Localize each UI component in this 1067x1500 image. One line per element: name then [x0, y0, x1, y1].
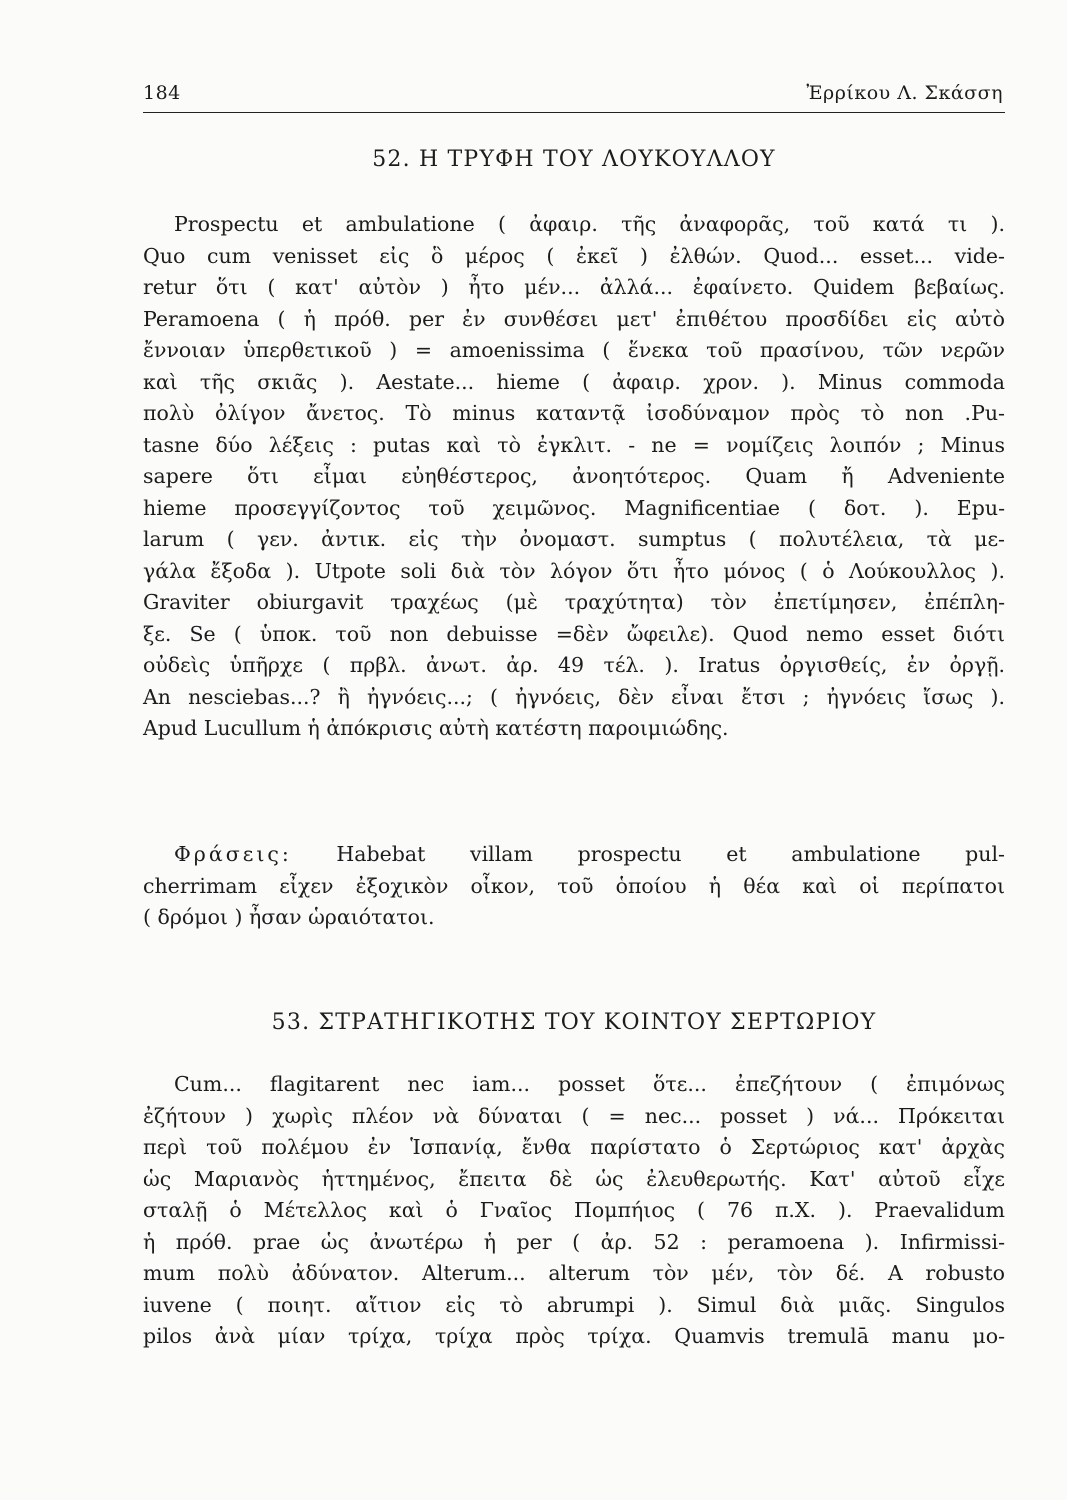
- header-rule: [143, 112, 1005, 113]
- text-line: iuvene ( ποιητ. αἴτιον εἰς τὸ abrumpi ). Simul διὰ μιᾶς. Singulos: [143, 1292, 1005, 1317]
- running-head: Ἐρρίκου Λ. Σκάσση: [806, 82, 1003, 104]
- text-line: retur ὅτι ( κατ' αὐτὸν ) ἦτο μέν... ἀλλά... ἐφαίνετο. Quidem βεβαίως.: [143, 275, 1005, 299]
- text-line: sapere ὅτι εἶμαι εὐηθέστερος, ἀνοητότερος. Quam ἤ Adveniente: [143, 464, 1005, 488]
- text-line: Apud Lucullum ἡ ἀπόκρισις αὐτὴ κατέστη παροιμιώδης.: [143, 716, 729, 740]
- text-line: larum ( γεν. ἀντικ. εἰς τὴν ὀνομαστ. sumptus ( πολυτέλεια, τὰ με-: [143, 527, 1005, 551]
- text-line: pilos ἀνὰ μίαν τρίχα, τρίχα πρὸς τρίχα. Quamvis tremulā manu μο-: [143, 1324, 1005, 1348]
- text-line: hieme προσεγγίζοντος τοῦ χειμῶνος. Magnificentiae ( δοτ. ). Epu-: [143, 495, 1005, 520]
- text-line: tasne δύο λέξεις : putas καὶ τὸ ἐγκλιτ. - ne = νομίζεις λοιπόν ; Minus: [143, 432, 1005, 457]
- text-line: mum πολὺ ἀδύνατον. Alterum... alterum τὸν μέν, τὸν δέ. A robusto: [143, 1261, 1005, 1285]
- text-line: σταλῇ ὁ Μέτελλος καὶ ὁ Γναῖος Πομπήιος ( 76 π.Χ. ). Praevalidum: [143, 1198, 1005, 1222]
- text-line: ( δρόμοι ) ἦσαν ὡραιότατοι.: [143, 905, 435, 929]
- text-line: Cum... flagitarent nec iam... posset ὅτε... ἐπεζήτουν ( ἐπιμόνως: [174, 1072, 1005, 1096]
- text-line: πολὺ ὀλίγον ἄνετος. Τὸ minus καταντᾷ ἰσοδύναμον πρὸς τὸ non .Pu-: [143, 401, 1005, 425]
- text-line: ἔννοιαν ὑπερθετικοῦ ) = amoenissima ( ἕνεκα τοῦ πρασίνου, τῶν νερῶν: [143, 338, 1005, 362]
- text-line: ὡς Μαριανὸς ἡττημένος, ἔπειτα δὲ ὡς ἐλευθερωτής. Κατ' αὐτοῦ εἶχε: [143, 1166, 1005, 1191]
- text-line: cherrimam εἶχεν ἐξοχικὸν οἶκον, τοῦ ὁποίου ἡ θέα καὶ οἱ περίπατοι: [143, 873, 1005, 898]
- page-number: 184: [143, 82, 181, 104]
- phrases-label: Φράσεις:: [174, 842, 292, 866]
- text-line: καὶ τῆς σκιᾶς ). Aestate... hieme ( ἀφαιρ. χρον. ). Minus commoda: [143, 369, 1005, 394]
- text-line: ἡ πρόθ. prae ὡς ἀνωτέρω ἡ per ( ἀρ. 52 : peramoena ). Infirmissi-: [143, 1229, 1005, 1254]
- text-line: Quo cum venisset εἰς ὃ μέρος ( ἐκεῖ ) ἐλθών. Quod... esset... vide-: [143, 243, 1005, 268]
- phrases-text: Habebat villam prospectu et ambulatione pul-: [336, 842, 1005, 866]
- phrases-paragraph: [143, 839, 1005, 934]
- text-line: ἐζήτουν ) χωρὶς πλέον νὰ δύναται ( = nec... posset ) νά... Πρόκειται: [143, 1103, 1005, 1128]
- text-line: Peramoena ( ἡ πρόθ. per ἐν συνθέσει μετ' ἐπιθέτου προσδίδει εἰς αὐτὸ: [143, 306, 1005, 331]
- section-52-title: 52. Η ΤΡΥΦΗ ΤΟΥ ΛΟΥΚΟΥΛΛΟΥ: [372, 147, 776, 172]
- section-53-title: 53. ΣΤΡΑΤΗΓΙΚΟΤΗΣ ΤΟΥ ΚΟΙΝΤΟΥ ΣΕΡΤΩΡΙΟΥ: [271, 1010, 877, 1035]
- text-line: γάλα ἔξοδα ). Utpote soli διὰ τὸν λόγον ὅτι ἦτο μόνος ( ὁ Λούκουλλος ).: [143, 558, 1005, 583]
- text-line: Prospectu et ambulatione ( ἀφαιρ. τῆς ἀναφορᾶς, τοῦ κατά τι ).: [174, 212, 1005, 236]
- text-line: οὐδεὶς ὑπῆρχε ( πρβλ. ἀνωτ. ἀρ. 49 τέλ. ). Iratus ὀργισθείς, ἐν ὀργῇ.: [143, 653, 1005, 677]
- text-line: περὶ τοῦ πολέμου ἐν Ἱσπανίᾳ, ἔνθα παρίστατο ὁ Σερτώριος κατ' ἀρχὰς: [143, 1135, 1005, 1159]
- text-line: ξε. Se ( ὑποκ. τοῦ non debuisse =δὲν ὤφειλε). Quod nemo esset διότι: [143, 621, 1005, 646]
- section-52-body: [143, 209, 1005, 745]
- text-line: Graviter obiurgavit τραχέως (μὲ τραχύτητα) τὸν ἐπετίμησεν, ἐπέπλη-: [143, 590, 1005, 614]
- text-line: An nesciebas...? ἢ ἠγνόεις...; ( ἠγνόεις, δὲν εἶναι ἔτσι ; ἠγνόεις ἴσως ).: [143, 684, 1005, 709]
- section-53-body: [143, 1069, 1005, 1353]
- text-line: [143, 839, 1005, 871]
- page-header: [143, 76, 1003, 110]
